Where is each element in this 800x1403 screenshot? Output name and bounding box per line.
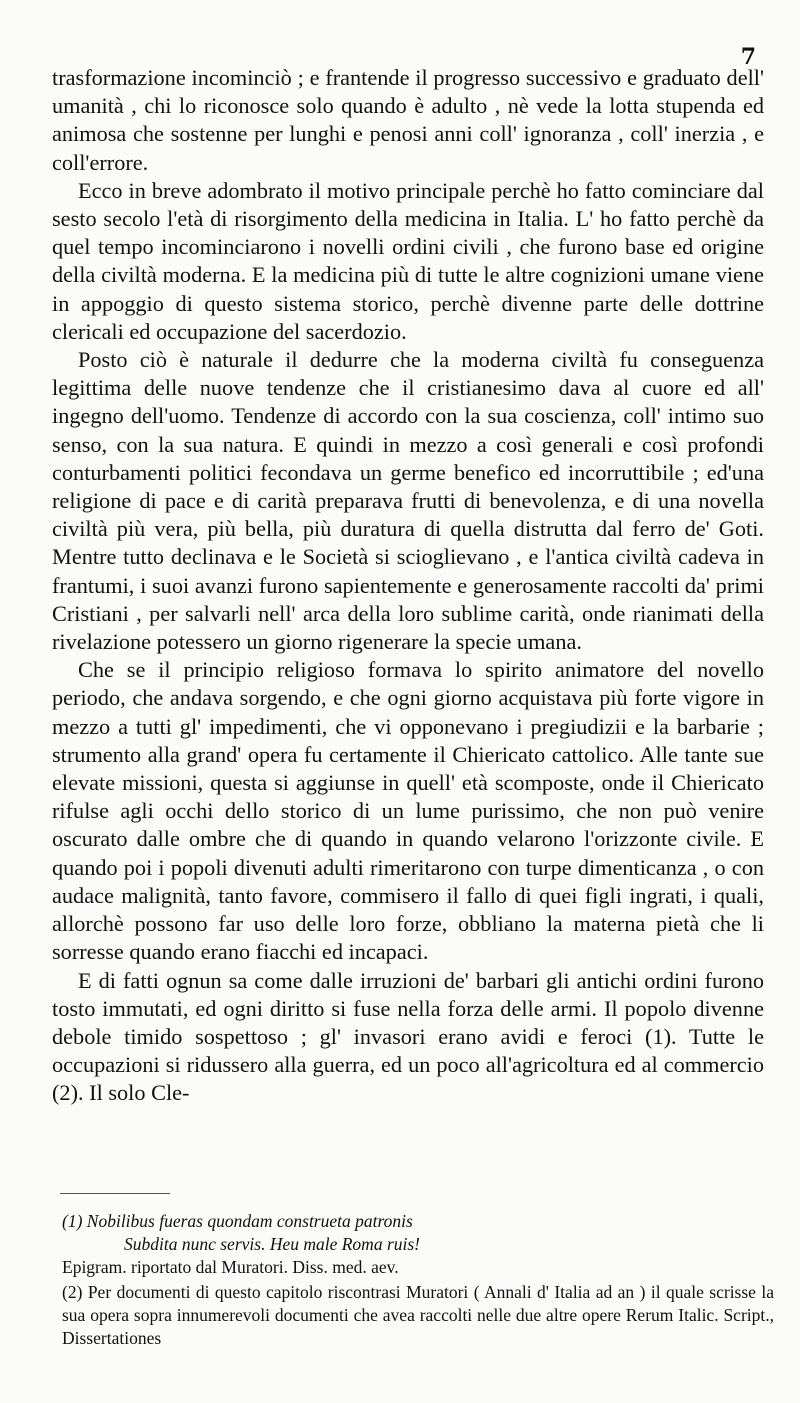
paragraph: Posto ciò è naturale il dedurre che la moderna civiltà fu conseguenza legittima delle nuove tendenze che il cristianesimo dava al cuore ed all' ingegno dell'uomo. Tendenze di accordo con la sua coscienza, coll' intimo suo senso, con la sua natura. E quindi in mezzo a così generali e così profondi conturbamenti politici fecondava un germe benefico ed incorruttibile ; ed'una religione di pace e di carità preparava frutti di benevolenza, e di una novella civiltà più vera, più bella, più duratura di quella distrutta dal ferro de' Goti. Mentre tutto declinava e le Società si scioglievano , e l'antica civiltà cadeva in frantumi, i suoi avanzi furono sapientemente e generosamente raccolti da' primi Cristiani , per salvarli nell' arca della loro sublime carità, onde rianimati della rivelazione potessero un giorno rigenerare la specie umana. (52, 347, 764, 655)
paragraph: Che se il principio religioso formava lo spirito animatore del novello periodo, che andava sorgendo, e che ogni giorno acquistava più forte vigore in mezzo a tutti gl' impedimenti, che vi opponevano i pregiudizii e la barbarie ; strumento alla grand' opera fu certamente il Chiericato cattolico. Alle tante sue elevate missioni, questa si aggiunse in quell' età scomposte, onde il Chiericato rifulse agli occhi dello storico di un lume purissimo, che non può venire oscurato dalle ombre che di quando in quando velarono l'orizzonte civile. E quando poi i popoli divenuti adulti rimeritarono con turpe dimenticanza , o con audace malignità, tanto favore, commisero il fallo di quei figli ingrati, i quali, allorchè possono far uso delle loro forze, obbliano la materna pietà che li sorresse quando erano fiacchi ed incapaci. (52, 657, 764, 965)
main-text (52, 64, 764, 1108)
paragraph: E di fatti ognun sa come dalle irruzioni de' barbari gli antichi ordini furono tosto immutati, ed ogni diritto si fuse nella forza delle armi. Il popolo divenne debole timido sospettoso ; gl' invasori erano avidi e feroci (1). Tutte le occupazioni si ridussero alla guerra, ed un poco all'agricoltura ed al commercio (2). Il solo Cle- (52, 967, 764, 1106)
footnote-1-verse-2: Subdita nunc servis. Heu male Roma ruis! (124, 1234, 421, 1254)
footnote-1-source: Epigram. riportato dal Muratori. Diss. med. aev. (62, 1257, 399, 1277)
paragraph: Ecco in breve adombrato il motivo principale perchè ho fatto cominciare dal sesto secolo l'età di risorgimento della medicina in Italia. L' ho fatto perchè da quel tempo incominciarono i novelli ordini civili , che furono base ed origine della civiltà moderna. E la medicina più di tutte le altre cognizioni umane viene in appoggio di questo sistema storico, perchè divenne parte delle dottrine clericali ed occupazione del sacerdozio. (52, 177, 764, 344)
page-number: 7 (740, 44, 756, 70)
footnote-divider (60, 1193, 170, 1194)
paragraph: trasformazione incominciò ; e frantende il progresso successivo e graduato dell' umanità , chi lo riconosce solo quando è adulto , nè vede la lotta stupenda ed animosa che sostenne per lunghi e penosi anni coll' ignoranza , coll' inerzia , e coll'errore. (52, 65, 764, 175)
footnotes (62, 1210, 774, 1350)
footnote-1-verse-1: (1) Nobilibus fueras quondam construeta patronis (62, 1211, 413, 1231)
footnote-2: (2) Per documenti di questo capitolo riscontrasi Muratori ( Annali d' Italia ad an ) il quale scrisse la sua opera sopra innumerevoli documenti che avea raccolti nelle due altre opere Rerum Italic. Script., Dissertationes (62, 1282, 774, 1348)
